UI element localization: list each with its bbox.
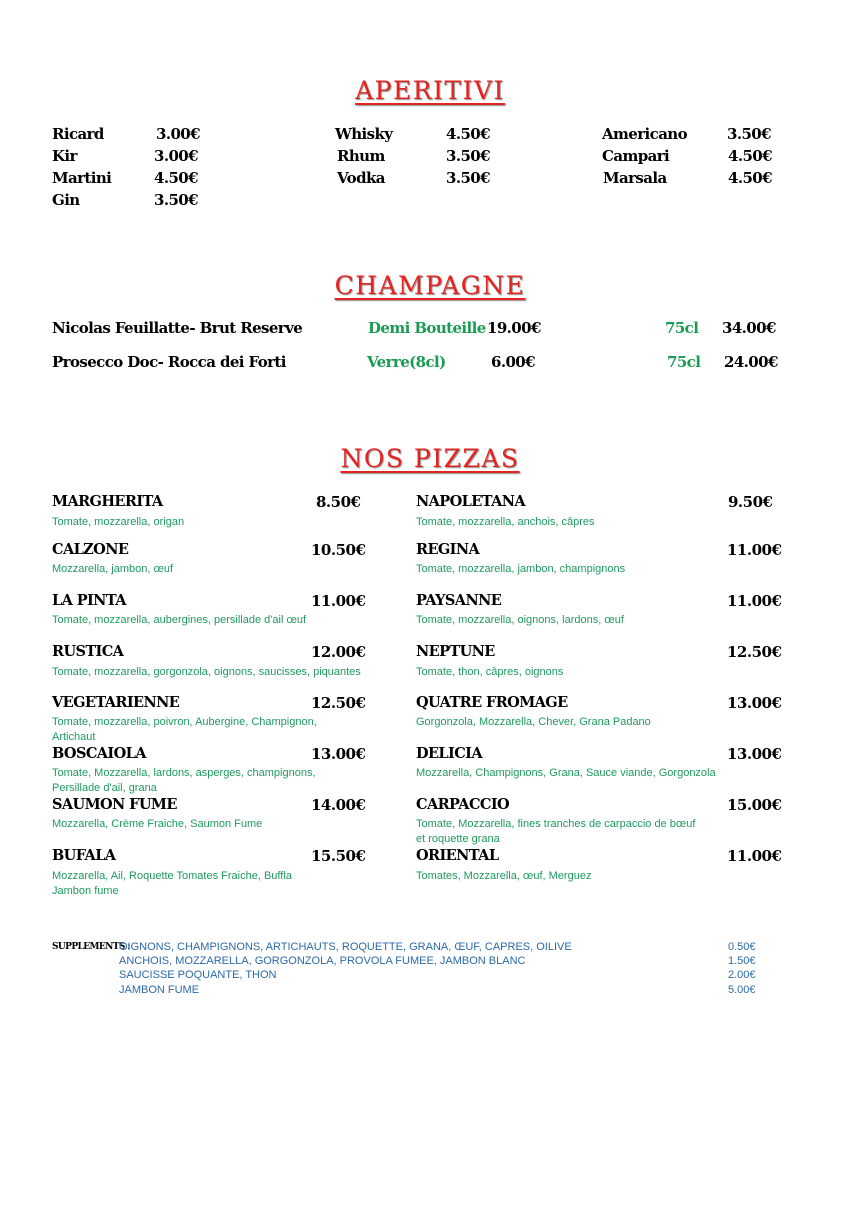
- pizza-name: NAPOLETANA: [416, 493, 526, 510]
- aperitivo-name: Ricard: [52, 125, 104, 143]
- pizza-name: SAUMON FUME: [52, 796, 177, 813]
- pizza-description: Tomate, mozzarella, gorgonzola, oignons, saucisses, piquantes: [52, 666, 361, 678]
- aperitivo-price: 4.50€: [154, 169, 198, 187]
- champagne-title: CHAMPAGNE: [334, 271, 526, 300]
- champagne-price: 19.00€: [487, 319, 541, 337]
- pizza-description: Mozzarella, Ail, Roquette Tomates Fraiche, Buffla Jambon fume: [52, 870, 292, 897]
- aperitivo-price: 4.50€: [728, 169, 772, 187]
- pizza-name: CALZONE: [52, 541, 129, 558]
- pizza-name: BOSCAIOLA: [52, 745, 146, 762]
- pizza-name: PAYSANNE: [416, 592, 502, 609]
- aperitivo-name: Kir: [52, 147, 77, 165]
- pizza-description: Tomate, mozzarella, jambon, champignons: [416, 563, 626, 575]
- pizza-description: Tomate, Mozzarella, fines tranches de carpaccio de bœuf et roquette grana: [416, 818, 696, 845]
- pizza-price: 12.50€: [311, 694, 366, 712]
- pizza-description: Tomate, mozzarella, origan: [52, 516, 185, 528]
- aperitivo-name: Vodka: [337, 169, 385, 187]
- pizza-price: 15.50€: [311, 847, 366, 865]
- pizza-price: 13.00€: [311, 745, 366, 763]
- pizza-price: 11.00€: [727, 592, 782, 610]
- pizza-description: Mozzarella, Champignons, Grana, Sauce viande, Gorgonzola: [416, 767, 716, 779]
- champagne-name: Nicolas Feuillatte- Brut Reserve: [52, 319, 303, 337]
- aperitivo-price: 3.50€: [154, 191, 198, 209]
- pizza-name: VEGETARIENNE: [52, 694, 180, 711]
- pizza-description: Tomate, mozzarella, anchois, câpres: [416, 516, 595, 528]
- supplements-label: SUPPLEMENTS :: [52, 942, 130, 952]
- pizza-description: Tomate, mozzarella, aubergines, persillade d'ail œuf: [52, 614, 306, 626]
- pizza-price: 11.00€: [727, 541, 782, 559]
- pizza-price: 12.00€: [311, 643, 366, 661]
- pizza-name: ORIENTAL: [416, 847, 499, 864]
- aperitivo-name: Rhum: [337, 147, 385, 165]
- supplement-price: 2.00€: [728, 969, 756, 981]
- aperitivo-price: 4.50€: [728, 147, 772, 165]
- champagne-price: 6.00€: [491, 353, 535, 371]
- pizza-price: 12.50€: [727, 643, 782, 661]
- pizza-description: Tomates, Mozzarella, œuf, Merguez: [416, 870, 592, 882]
- aperitivo-price: 3.50€: [446, 169, 490, 187]
- pizza-price: 9.50€: [728, 493, 773, 511]
- supplement-items: JAMBON FUME: [119, 984, 200, 996]
- supplement-price: 0.50€: [728, 941, 756, 953]
- supplement-items: SAUCISSE POQUANTE, THON: [119, 969, 277, 981]
- aperitivo-price: 3.50€: [446, 147, 490, 165]
- champagne-format: Demi Bouteille: [368, 319, 486, 337]
- pizza-description: Mozzarella, Crème Fraiche, Saumon Fume: [52, 818, 263, 830]
- champagne-price: 34.00€: [722, 319, 776, 337]
- aperitivo-name: Gin: [52, 191, 80, 209]
- pizza-name: CARPACCIO: [416, 796, 510, 813]
- pizza-description: Tomate, thon, câpres, oignons: [416, 666, 564, 678]
- aperitivo-price: 4.50€: [446, 125, 490, 143]
- supplement-price: 5.00€: [728, 984, 756, 996]
- pizza-description: Tomate, mozzarella, poivron, Aubergine, Champignon, Artichaut: [52, 716, 317, 743]
- pizza-price: 8.50€: [316, 493, 361, 511]
- pizza-name: RUSTICA: [52, 643, 124, 660]
- pizza-name: QUATRE FROMAGE: [416, 694, 568, 711]
- champagne-format: Verre(8cl): [367, 353, 446, 371]
- pizza-description: Gorgonzola, Mozzarella, Chever, Grana Padano: [416, 716, 651, 728]
- pizzas-title: NOS PIZZAS: [340, 444, 520, 473]
- aperitivo-name: Americano: [602, 125, 688, 143]
- pizza-price: 13.00€: [727, 694, 782, 712]
- pizza-name: LA PINTA: [52, 592, 126, 609]
- aperitivo-name: Campari: [602, 147, 670, 165]
- pizza-price: 11.00€: [311, 592, 366, 610]
- champagne-format: 75cl: [667, 353, 701, 371]
- aperitivo-price: 3.00€: [154, 147, 198, 165]
- supplement-price: 1.50€: [728, 955, 756, 967]
- pizza-price: 14.00€: [311, 796, 366, 814]
- aperitivi-title: APERITIVI: [355, 76, 505, 105]
- pizza-description: Mozzarella, jambon, œuf: [52, 563, 174, 575]
- champagne-name: Prosecco Doc- Rocca dei Forti: [52, 353, 286, 371]
- pizza-description: Tomate, Mozzarella, lardons, asperges, champignons, Persillade d'ail, grana: [52, 767, 316, 794]
- champagne-format: 75cl: [665, 319, 699, 337]
- champagne-price: 24.00€: [724, 353, 778, 371]
- pizza-price: 13.00€: [727, 745, 782, 763]
- pizza-name: BUFALA: [52, 847, 116, 864]
- aperitivo-name: Marsala: [603, 169, 667, 187]
- pizza-name: DELICIA: [416, 745, 482, 762]
- aperitivo-price: 3.00€: [156, 125, 200, 143]
- pizza-description: Tomate, mozzarella, oignons, lardons, œuf: [416, 614, 624, 626]
- pizza-price: 15.00€: [727, 796, 782, 814]
- aperitivo-name: Martini: [52, 169, 112, 187]
- supplement-items: ANCHOIS, MOZZARELLA, GORGONZOLA, PROVOLA FUMEE, JAMBON BLANC: [119, 955, 526, 967]
- pizza-name: MARGHERITA: [52, 493, 163, 510]
- supplement-items: OIGNONS, CHAMPIGNONS, ARTICHAUTS, ROQUETTE, GRANA, ŒUF, CAPRES, OILIVE: [119, 941, 572, 953]
- aperitivo-name: Whisky: [335, 125, 393, 143]
- pizza-price: 10.50€: [311, 541, 366, 559]
- pizza-name: NEPTUNE: [416, 643, 495, 660]
- pizza-price: 11.00€: [727, 847, 782, 865]
- aperitivo-price: 3.50€: [727, 125, 771, 143]
- pizza-name: REGINA: [416, 541, 480, 558]
